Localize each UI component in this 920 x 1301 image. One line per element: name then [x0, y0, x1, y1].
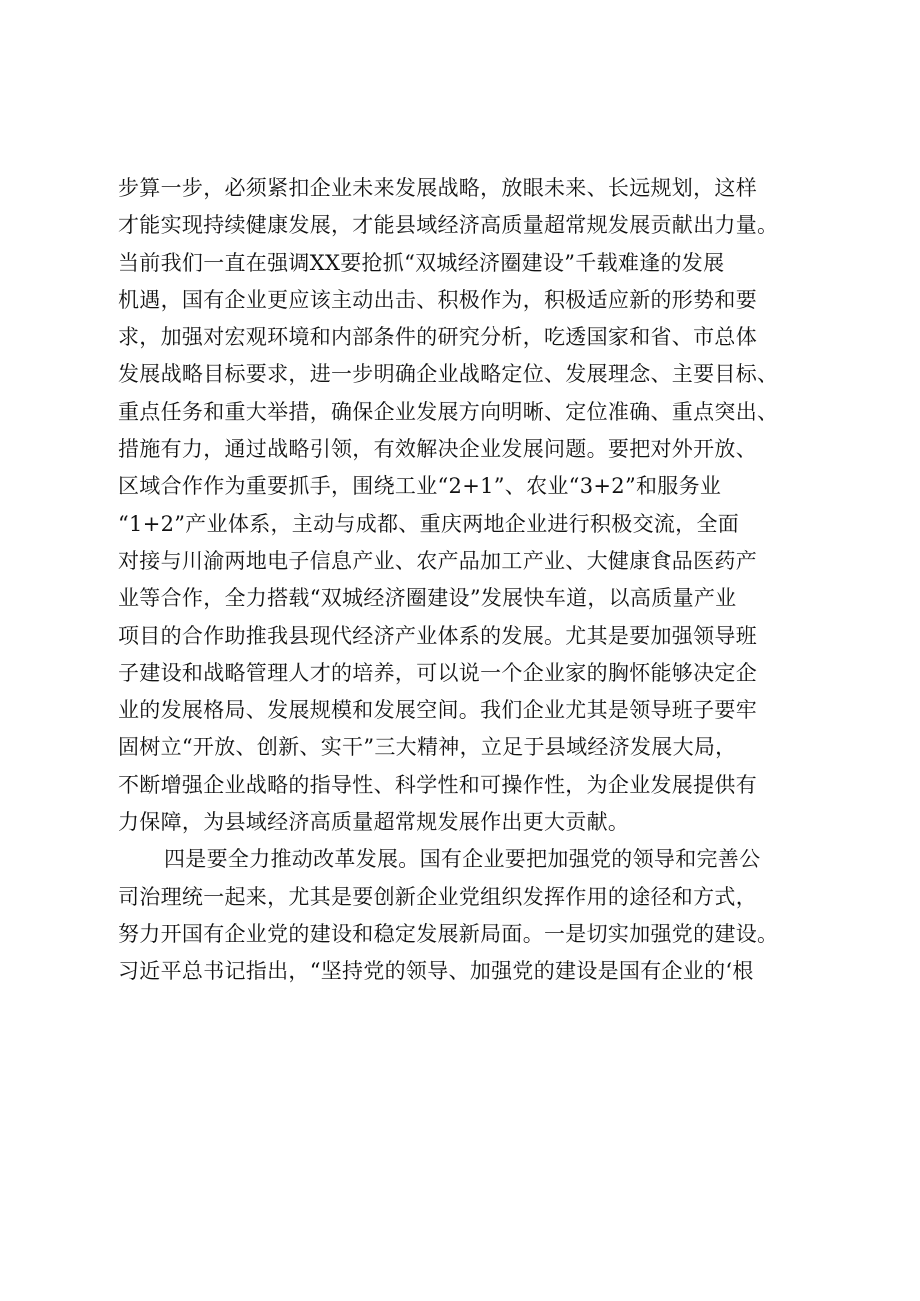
- text-line-2: 才能实现持续健康发展，才能县域经济高质量超常规发展贡献出力量。: [118, 213, 779, 238]
- text-line-10: “1+2”产业体系，主动与成都、重庆两地企业进行积极交流，全面: [118, 511, 740, 536]
- text-line-3: 当前我们一直在强调XX要抢抓“双城经济圈建设”千载难逢的发展: [118, 250, 725, 275]
- text-line-17: 不断增强企业战略的指导性、科学性和可操作性，为企业发展提供有: [118, 772, 757, 797]
- text-line-9: 区域合作作为重要抓手，围绕工业“2+1”、农业“3+2”和服务业: [118, 474, 722, 499]
- text-line-5: 求，加强对宏观环境和内部条件的研究分析，吃透国家和省、市总体: [118, 325, 757, 350]
- text-line-7: 重点任务和重大举措，确保企业发展方向明晰、定位准确、重点突出、: [118, 399, 779, 424]
- text-line-13: 项目的合作助推我县现代经济产业体系的发展。尤其是要加强领导班: [118, 623, 757, 648]
- text-line-6: 发展战略目标要求，进一步明确企业战略定位、发展理念、主要目标、: [118, 362, 779, 387]
- text-line-4: 机遇，国有企业更应该主动出击、积极作为，积极适应新的形势和要: [118, 287, 757, 312]
- text-line-8: 措施有力，通过战略引领，有效解决企业发展问题。要把对外开放、: [118, 437, 757, 462]
- paragraph-start-line: 四是要全力推动改革发展。国有企业要把加强党的领导和完善公: [164, 847, 761, 872]
- text-line-16: 固树立“开放、创新、实干”三大精神，立足于县域经济发展大局，: [118, 735, 737, 760]
- text-line-15: 业的发展格局、发展规模和发展空间。我们企业尤其是领导班子要牢: [118, 698, 757, 723]
- text-line-12: 业等合作，全力搭载“双城经济圈建设”发展快车道，以高质量产业: [118, 586, 737, 611]
- body-text: [118, 170, 818, 991]
- text-line-20: 司治理统一起来，尤其是要创新企业党组织发挥作用的途径和方式，: [118, 884, 757, 909]
- text-line-21: 努力开国有企业党的建设和稳定发展新局面。一是切实加强党的建设。: [118, 921, 779, 946]
- text-line-22: 习近平总书记指出，“坚持党的领导、加强党的建设是国有企业的‘根: [118, 959, 754, 984]
- text-line-18: 力保障，为县域经济高质量超常规发展作出更大贡献。: [118, 810, 630, 835]
- text-line-1: 步算一步，必须紧扣企业未来发展战略，放眼未来、长远规划，这样: [118, 176, 757, 200]
- text-line-14: 子建设和战略管理人才的培养，可以说一个企业家的胸怀能够决定企: [118, 660, 757, 685]
- text-line-11: 对接与川渝两地电子信息产业、农产品加工产业、大健康食品医药产: [118, 548, 757, 573]
